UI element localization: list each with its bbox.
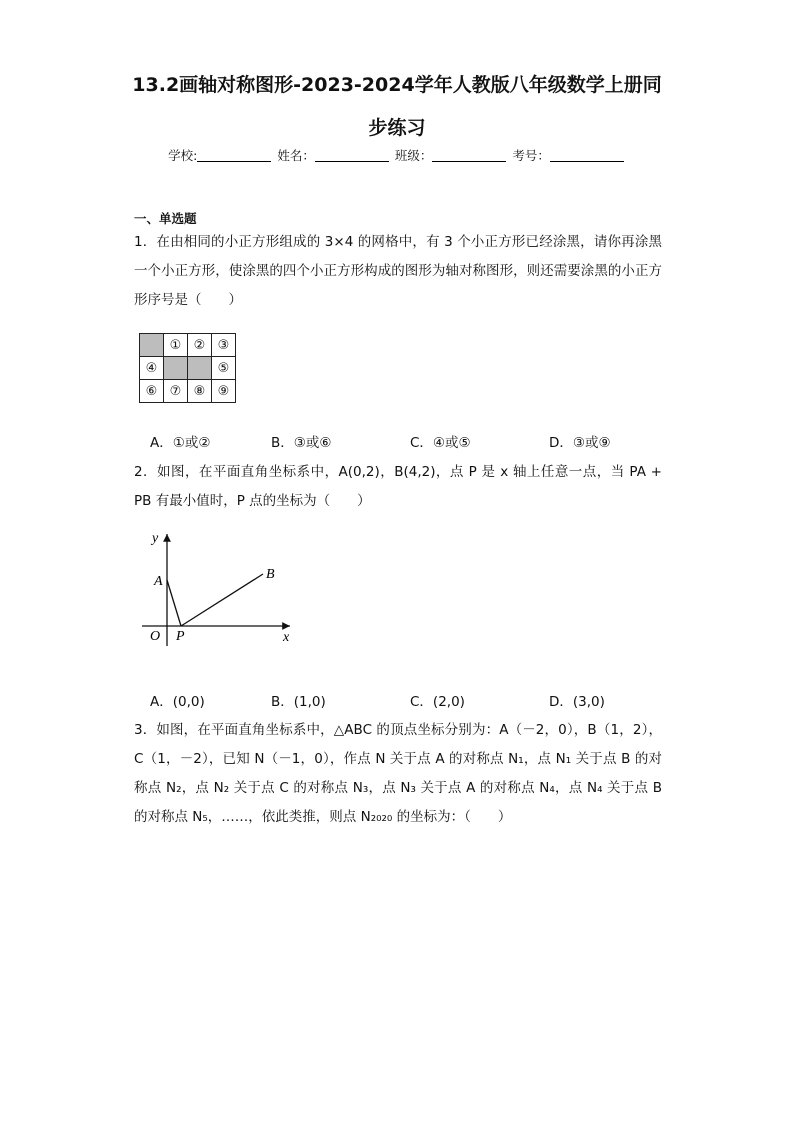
grid-cell-shaded (140, 334, 164, 357)
option-b[interactable]: B．③或⑥ (271, 435, 332, 451)
id-field[interactable] (550, 149, 624, 162)
school-label: 学校: (168, 148, 198, 163)
grid-cell: ② (188, 334, 212, 357)
grid-cell: ⑧ (188, 380, 212, 403)
grid-cell: ③ (212, 334, 236, 357)
origin-label: O (150, 629, 161, 644)
grid-cell-shaded (164, 357, 188, 380)
page-title: 13.2画轴对称图形-2023-2024学年人教版八年级数学上册同 (132, 74, 662, 96)
y-axis-label: y (152, 531, 159, 546)
page-title-continued: 步练习 (368, 117, 426, 139)
x-axis-label: x (283, 630, 290, 645)
segment-pb (181, 574, 263, 626)
question-3-text: 3．如图，在平面直角坐标系中，△ABC 的顶点坐标分别为：A（－2，0），B（1，2），C（1，－2），已知 N（－1，0），作点 N 关于点 A 的对称点 N₁，点 N₁ 关于点 B 的对称点 N₂，点 N₂ 关于点 C 的对称点 N₃，点 N₃ 关于点 A 的对称点 N₄，点 N₄ 关于点 B 的对称点 N₅，……，依此类推，则点 N₂₀₂₀ 的坐标为：（ ） (134, 722, 662, 825)
option-d[interactable]: D．(3,0) (549, 694, 605, 710)
id-label: 考号： (512, 148, 550, 163)
option-a[interactable]: A．①或② (150, 435, 211, 451)
class-label: 班级： (394, 148, 433, 163)
option-c[interactable]: C．④或⑤ (410, 435, 471, 451)
grid-cell: ⑦ (164, 380, 188, 403)
point-b-label: B (266, 567, 275, 582)
question-1-grid (139, 333, 236, 403)
grid-cell: ① (164, 334, 188, 357)
segment-pa (167, 580, 181, 626)
option-b[interactable]: B．(1,0) (271, 694, 326, 710)
grid-cell: ⑤ (212, 357, 236, 380)
name-label: 姓名： (277, 148, 315, 163)
grid-cell: ⑥ (140, 380, 164, 403)
question-1-text: 1．在由相同的小正方形组成的 3×4 的网格中，有 3 个小正方形已经涂黑，请你再涂黑一个小正方形，使涂黑的四个小正方形构成的图形为轴对称图形，则还需要涂黑的小正方形序号是（ ） (134, 234, 662, 308)
coordinate-figure (140, 528, 300, 648)
option-a[interactable]: A．(0,0) (150, 694, 205, 710)
point-a-label: A (154, 574, 163, 589)
student-info-line (0, 146, 794, 164)
name-field[interactable] (315, 149, 389, 162)
grid-cell: ④ (140, 357, 164, 380)
grid-cell: ⑨ (212, 380, 236, 403)
grid-cell-shaded (188, 357, 212, 380)
school-field[interactable] (197, 149, 271, 162)
question-2-text: 2．如图，在平面直角坐标系中，A(0,2)，B(4,2)，点 P 是 x 轴上任意一点，当 PA + PB 有最小值时，P 点的坐标为（ ） (134, 464, 662, 509)
class-field[interactable] (432, 149, 506, 162)
point-p-label: P (176, 629, 185, 644)
option-c[interactable]: C．(2,0) (410, 694, 465, 710)
section-heading: 一、单选题 (134, 211, 197, 226)
option-d[interactable]: D．③或⑨ (549, 435, 611, 451)
